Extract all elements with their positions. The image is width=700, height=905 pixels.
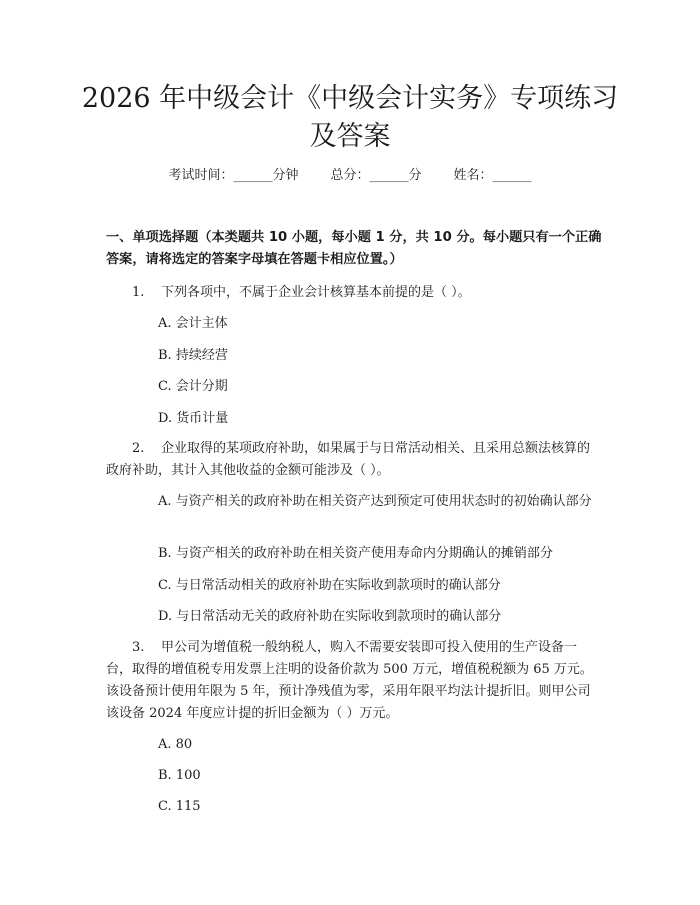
question-text: 甲公司为增值税一般纳税人，购入不需要安装即可投入使用的生产设备一台，取得的增值税专用发票上注明的设备价款为 500 万元，增值税税额为 65 万元。该设备预计使用年限为 5 年，预计净残值为零，采用年限平均法计提折旧。则甲公司该设备 2024 年度应计提的折旧金额为（ ）万元。 [106,640,593,721]
question-text: 企业取得的某项政府补助，如果属于与日常活动相关、且采用总额法核算的政府补助，其计入其他收益的金额可能涉及（ ）。 [106,441,590,478]
option-2c: C. 与日常活动相关的政府补助在实际收到款项时的确认部分 [158,578,501,593]
option-1b: B. 持续经营 [158,348,228,363]
question-text: 下列各项中，不属于企业会计核算基本前提的是（ ）。 [160,285,471,300]
option-2b: B. 与资产相关的政府补助在相关资产使用寿命内分期确认的摊销部分 [158,546,553,561]
document-title: 2026 年中级会计《中级会计实务》专项练习及答案 [81,83,619,152]
option-3a: A. 80 [158,737,193,752]
exam-time-field: 考试时间：______分钟 [168,168,299,183]
option-3c: C. 115 [158,799,201,814]
section-heading: 一、单项选择题（本类题共 10 小题，每小题 1 分，共 10 分。每小题只有一个正确答案，请将选定的答案字母填在答题卡相应位置。） [106,230,602,267]
question-number: 3. [132,640,145,655]
total-score-field: 总分：______分 [330,168,422,183]
option-1d: D. 货币计量 [158,411,229,426]
question-3 [106,637,598,725]
option-1a: A. 会计主体 [158,316,228,331]
question-1 [106,282,598,304]
question-number: 1. [132,285,145,300]
option-2a: A. 与资产相关的政府补助在相关资产达到预定可使用状态时的初始确认部分 [158,494,592,509]
name-field: 姓名：______ [453,168,532,183]
option-1c: C. 会计分期 [158,379,228,394]
question-number: 2. [132,441,145,456]
exam-info-line [0,166,700,186]
question-2 [106,438,598,482]
option-2d: D. 与日常活动无关的政府补助在实际收到款项时的确认部分 [158,609,502,624]
option-3b: B. 100 [158,768,201,783]
